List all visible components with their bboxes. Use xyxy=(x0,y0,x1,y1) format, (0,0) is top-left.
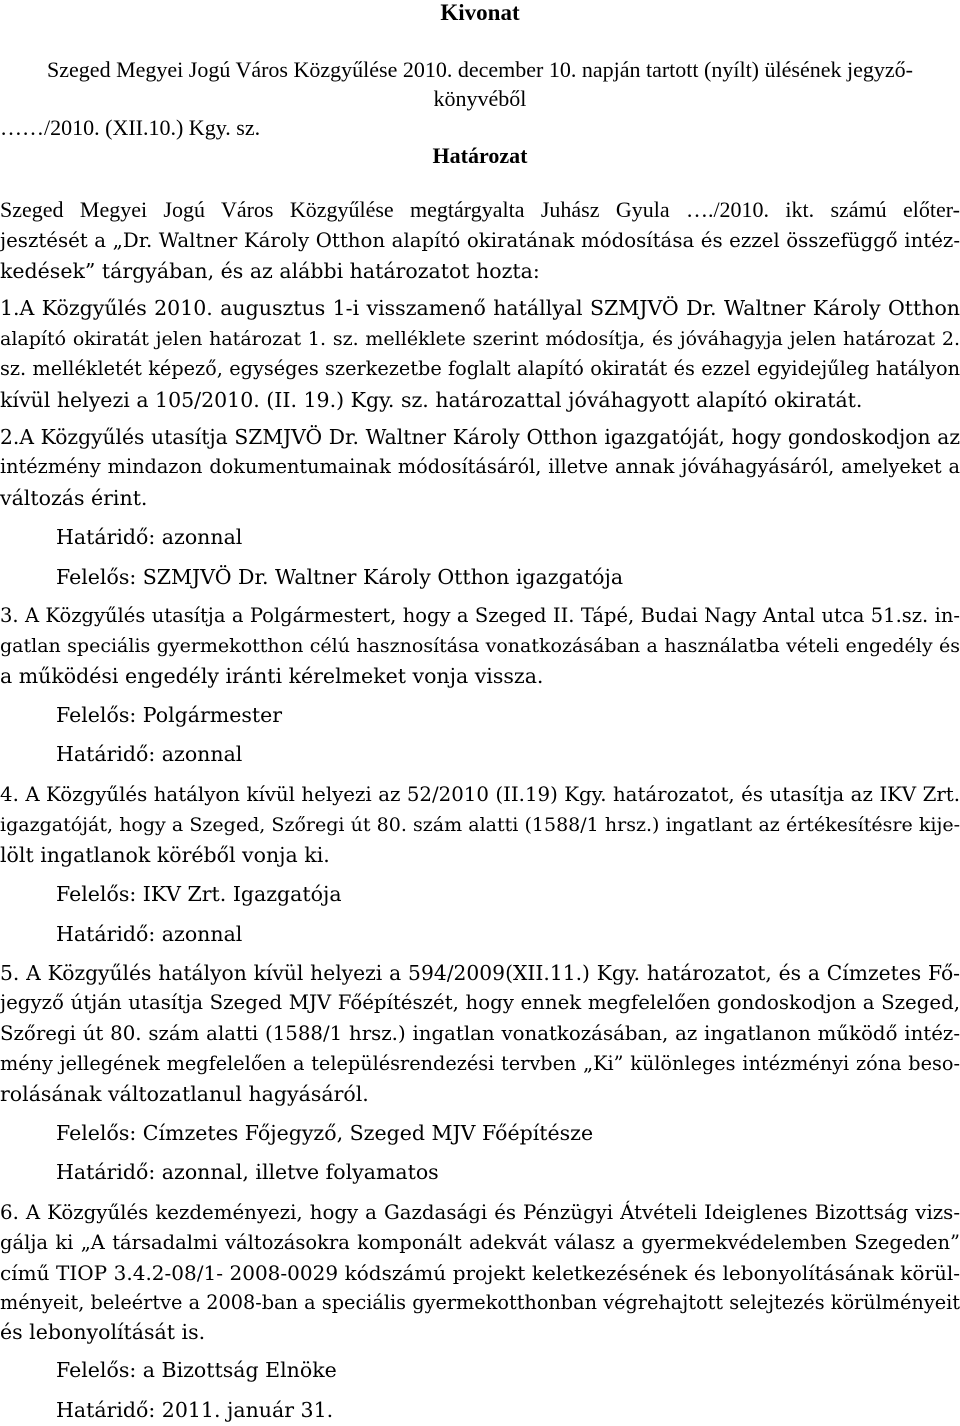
point-6-line: és lebonyolítását is. xyxy=(0,1320,206,1344)
point-4-deadline: Határidő: azonnal xyxy=(56,922,243,946)
point-6-line: gálja ki „A társadalmi változásokra komponált adekvát válasz a gyermekvédelemben Szegeden” xyxy=(0,1231,960,1254)
point-4-line: 4. A Közgyűlés hatályon kívül helyezi az 52/2010 (II.19) Kgy. határozatot, és utasítja az IKV Zrt. xyxy=(0,783,960,806)
point-1-line: sz. mellékletét képező, egységes szerkezetbe foglalt alapító okiratát és ezzel egyidejűleg hatályon xyxy=(0,357,960,380)
intro-line: kedések” tárgyában, és az alábbi határozatot hozta: xyxy=(0,259,540,283)
point-2-deadline: Határidő: azonnal xyxy=(56,525,243,549)
document-heading: Kivonat xyxy=(440,0,520,25)
point-6-line: című TIOP 3.4.2-08/1- 2008-0029 kódszámú projekt keletkezésének és lebonyolításának körül- xyxy=(0,1261,960,1285)
point-1-line: 1.A Közgyűlés 2010. augusztus 1-i visszamenő hatállyal SZMJVÖ Dr. Waltner Károly Otthon xyxy=(0,296,960,320)
point-5-deadline: Határidő: azonnal, illetve folyamatos xyxy=(56,1160,439,1184)
point-2-responsible: Felelős: SZMJVÖ Dr. Waltner Károly Otthon igazgatója xyxy=(56,565,624,589)
point-2-line: változás érint. xyxy=(0,486,148,510)
header-line-1: Szeged Megyei Jogú Város Közgyűlése 2010. december 10. napján tartott (nyílt) ülésének jegyző- xyxy=(47,57,913,82)
intro-line: jesztését a „Dr. Waltner Károly Otthon alapító okiratának módosítása és ezzel összefüggő intéz- xyxy=(0,229,960,252)
point-5-line: rolásának változatlanul hagyásáról. xyxy=(0,1082,369,1106)
intro-line: Szeged Megyei Jogú Város Közgyűlése megtárgyalta Juhász Gyula …./2010. ikt. számú előter- xyxy=(0,197,960,222)
point-6-line: ményeit, beleértve a 2008-ban a speciális gyermekotthonban végrehajtott selejtezés körülményeit xyxy=(0,1291,960,1314)
point-4-line: igazgatóját, hogy a Szeged, Szőregi út 80. szám alatti (1588/1 hrsz.) ingatlant az értékesítésre kije- xyxy=(0,814,960,836)
point-3-line: 3. A Közgyűlés utasítja a Polgármestert, hogy a Szeged II. Tápé, Budai Nagy Antal utca 51.sz. in- xyxy=(0,604,960,627)
point-2-line: intézmény mindazon dokumentumainak módosításáról, illetve annak jóváhagyásáról, amelyeket a xyxy=(0,455,960,478)
point-5-line: jegyző útján utasítja Szeged MJV Főépítészét, hogy ennek megfelelően gondoskodjon a Szeged, xyxy=(0,991,960,1014)
resolution-reference: ……/2010. (XII.10.) Kgy. sz. xyxy=(0,115,261,140)
resolution-subheading: Határozat xyxy=(432,143,528,168)
point-6-line: 6. A Közgyűlés kezdeményezi, hogy a Gazdasági és Pénzügyi Átvételi Ideiglenes Bizottság vizs- xyxy=(0,1201,960,1224)
point-1-line: kívül helyezi a 105/2010. (II. 19.) Kgy. sz. határozattal jóváhagyott alapító okiratát. xyxy=(0,388,863,412)
point-3-deadline: Határidő: azonnal xyxy=(56,742,243,766)
header-line-2: könyvéből xyxy=(433,86,527,111)
point-2-line: 2.A Közgyűlés utasítja SZMJVÖ Dr. Waltner Károly Otthon igazgatóját, hogy gondoskodjon az xyxy=(0,425,960,449)
point-5-responsible: Felelős: Címzetes Főjegyző, Szeged MJV Főépítésze xyxy=(56,1121,594,1145)
point-6-deadline: Határidő: 2011. január 31. xyxy=(56,1398,334,1422)
point-1-line: alapító okiratát jelen határozat 1. sz. melléklete szerint módosítja, és jóváhagyja jelen határozat 2. xyxy=(0,328,960,350)
point-5-line: 5. A Közgyűlés hatályon kívül helyezi a 594/2009(XII.11.) Kgy. határozatot, és a Címzetes Fő- xyxy=(0,961,960,985)
point-5-line: Szőregi út 80. szám alatti (1588/1 hrsz.) ingatlan vonatkozásában, az ingatlanon működő intéz- xyxy=(0,1022,960,1045)
point-5-line: mény jellegének megfelelően a településrendezési tervben „Ki” különleges intézményi zóna beso- xyxy=(0,1052,960,1075)
point-6-responsible: Felelős: a Bizottság Elnöke xyxy=(56,1358,337,1382)
point-3-line: a működési engedély iránti kérelmeket vonja vissza. xyxy=(0,664,544,688)
point-3-responsible: Felelős: Polgármester xyxy=(56,703,283,727)
point-4-responsible: Felelős: IKV Zrt. Igazgatója xyxy=(56,882,342,906)
point-3-line: gatlan speciális gyermekotthon célú hasznosítása vonatkozásában a használatba vételi engedély és xyxy=(0,635,960,657)
point-4-line: lölt ingatlanok köréből vonja ki. xyxy=(0,843,330,867)
